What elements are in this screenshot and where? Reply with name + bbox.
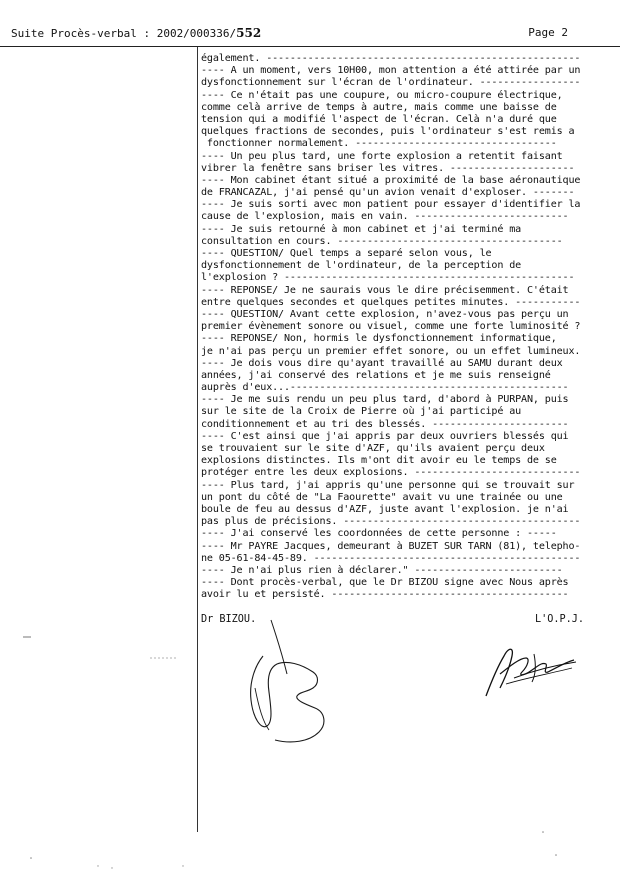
statement-line: l'explosion ? ------------------------------------------------- [201, 272, 575, 284]
statement-line: ---- Un peu plus tard, une forte explosion a retentit faisant [201, 150, 563, 162]
page-label: Page 2 [528, 26, 568, 39]
statement-line: ---- C'est ainsi que j'ai appris par deux ouvriers blessés qui [201, 430, 569, 442]
statement-line: vibrer la fenêtre sans briser les vitres. --------------------- [201, 162, 575, 174]
statement-line: également. ----------------------------------------------------- [201, 53, 581, 64]
statement-line: consultation en cours. -------------------------------------- [201, 235, 563, 247]
statement-line: avoir lu et persisté. ---------------------------------------- [201, 589, 569, 601]
statement-line: auprès d'eux...----------------------------------------------- [201, 382, 569, 394]
statement-line: ---- QUESTION/ Quel temps a separé selon vous, le [201, 248, 492, 259]
header-reference-text: Suite Procès-verbal : 2002/000336/ [11, 27, 237, 40]
statement-line: quelques fractions de secondes, puis l'ordinateur s'est remis a [201, 126, 575, 138]
statement-line: tension qui a modifié l'aspect de l'écran. Celà n'a duré que [201, 113, 557, 125]
statement-line: entre quelques secondes et quelques petites minutes. ----------- [201, 296, 581, 308]
statement-line: ---- Mon cabinet étant situé a proximité de la base aéronautique [201, 174, 581, 186]
handwritten-page-number: 552 [236, 26, 262, 40]
statement-line: ---- Je suis sorti avec mon patient pour essayer d'identifier la [201, 199, 581, 211]
statement-line: un pont du côté de "La Faourette" avait vu une trainée ou une [201, 491, 563, 503]
statement-line: ---- Ce n'était pas une coupure, ou micro-coupure électrique, [201, 89, 563, 101]
statement-line: conditionnement et au tri des blessés. ----------------------- [201, 418, 569, 430]
signer-doctor-name: Dr BIZOU. [201, 614, 257, 625]
statement-line: années, j'ai conservé des relations et je me suis renseigné [201, 369, 551, 381]
statement-line: je n'ai pas perçu un premier effet sonore, ou un effet lumineux. [201, 345, 581, 357]
statement-line: ---- QUESTION/ Avant cette explosion, n'avez-vous pas perçu un [201, 308, 569, 320]
statement-line: ---- Mr PAYRE Jacques, demeurant à BUZET SUR TARN (81), telepho- [201, 540, 581, 552]
signer-officer-title: L'O.P.J. [535, 614, 585, 625]
statement-line: ---- Je dois vous dire qu'ayant travaillé au SAMU durant deux [201, 357, 563, 369]
statement-line: premier évènement sonore ou visuel, comme une forte luminosité ? [201, 321, 581, 333]
statement-line: ---- Je me suis rendu un peu plus tard, d'abord à PURPAN, puis [201, 394, 569, 406]
statement-line: se trouvaient sur le site d'AZF, qu'ils avaient perçu deux [201, 443, 545, 454]
statement-line: ---- Dont procès-verbal, que le Dr BIZOU signe avec Nous après [201, 577, 569, 589]
statement-line: boule de feu au dessus d'AZF, juste avant l'explosion. je n'ai [201, 503, 569, 515]
statement-line: ---- Je suis retourné à mon cabinet et j'ai terminé ma [201, 223, 522, 235]
statement-line: sur le site de la Croix de Pierre où j'ai participé au [201, 406, 522, 418]
statement-line: ---- Je n'ai plus rien à déclarer." ------------------------- [201, 564, 563, 576]
statement-line: explosions distinctes. Ils m'ont dit avoir eu le temps de se [201, 455, 557, 467]
statement-line: ne 05-61-84-45-89. --------------------------------------------- [201, 552, 581, 564]
statement-line: de FRANCAZAL, j'ai pensé qu'un avion venait d'exploser. ------- [201, 187, 575, 199]
statement-line: ---- J'ai conservé les coordonnées de cette personne : ----- [201, 528, 557, 540]
statement-line: ---- REPONSE/ Je ne saurais vous le dire précisemment. C'était [201, 284, 569, 296]
statement-line: comme celà arrive de temps à autre, mais comme une baisse de [201, 101, 557, 113]
statement-line: dysfonctionnement de l'ordinateur, de la perception de [201, 260, 522, 272]
statement-line: ---- REPONSE/ Non, hormis le dysfonctionnement informatique, [201, 333, 557, 345]
statement-line: pas plus de précisions. ---------------------------------------- [201, 516, 581, 528]
statement-line: cause de l'explosion, mais en vain. -------------------------- [201, 211, 569, 223]
statement-line: ---- A un moment, vers 10H00, mon attention a été attirée par un [201, 65, 581, 77]
statement-line: fonctionner normalement. ---------------------------------- [201, 138, 557, 150]
statement-line: ---- Plus tard, j'ai appris qu'une personne qui se trouvait sur [201, 479, 575, 491]
statement-line: protéger entre les deux explosions. ---------------------------- [201, 467, 581, 479]
statement-line: dysfonctionnement sur l'écran de l'ordinateur. ----------------- [201, 77, 581, 89]
